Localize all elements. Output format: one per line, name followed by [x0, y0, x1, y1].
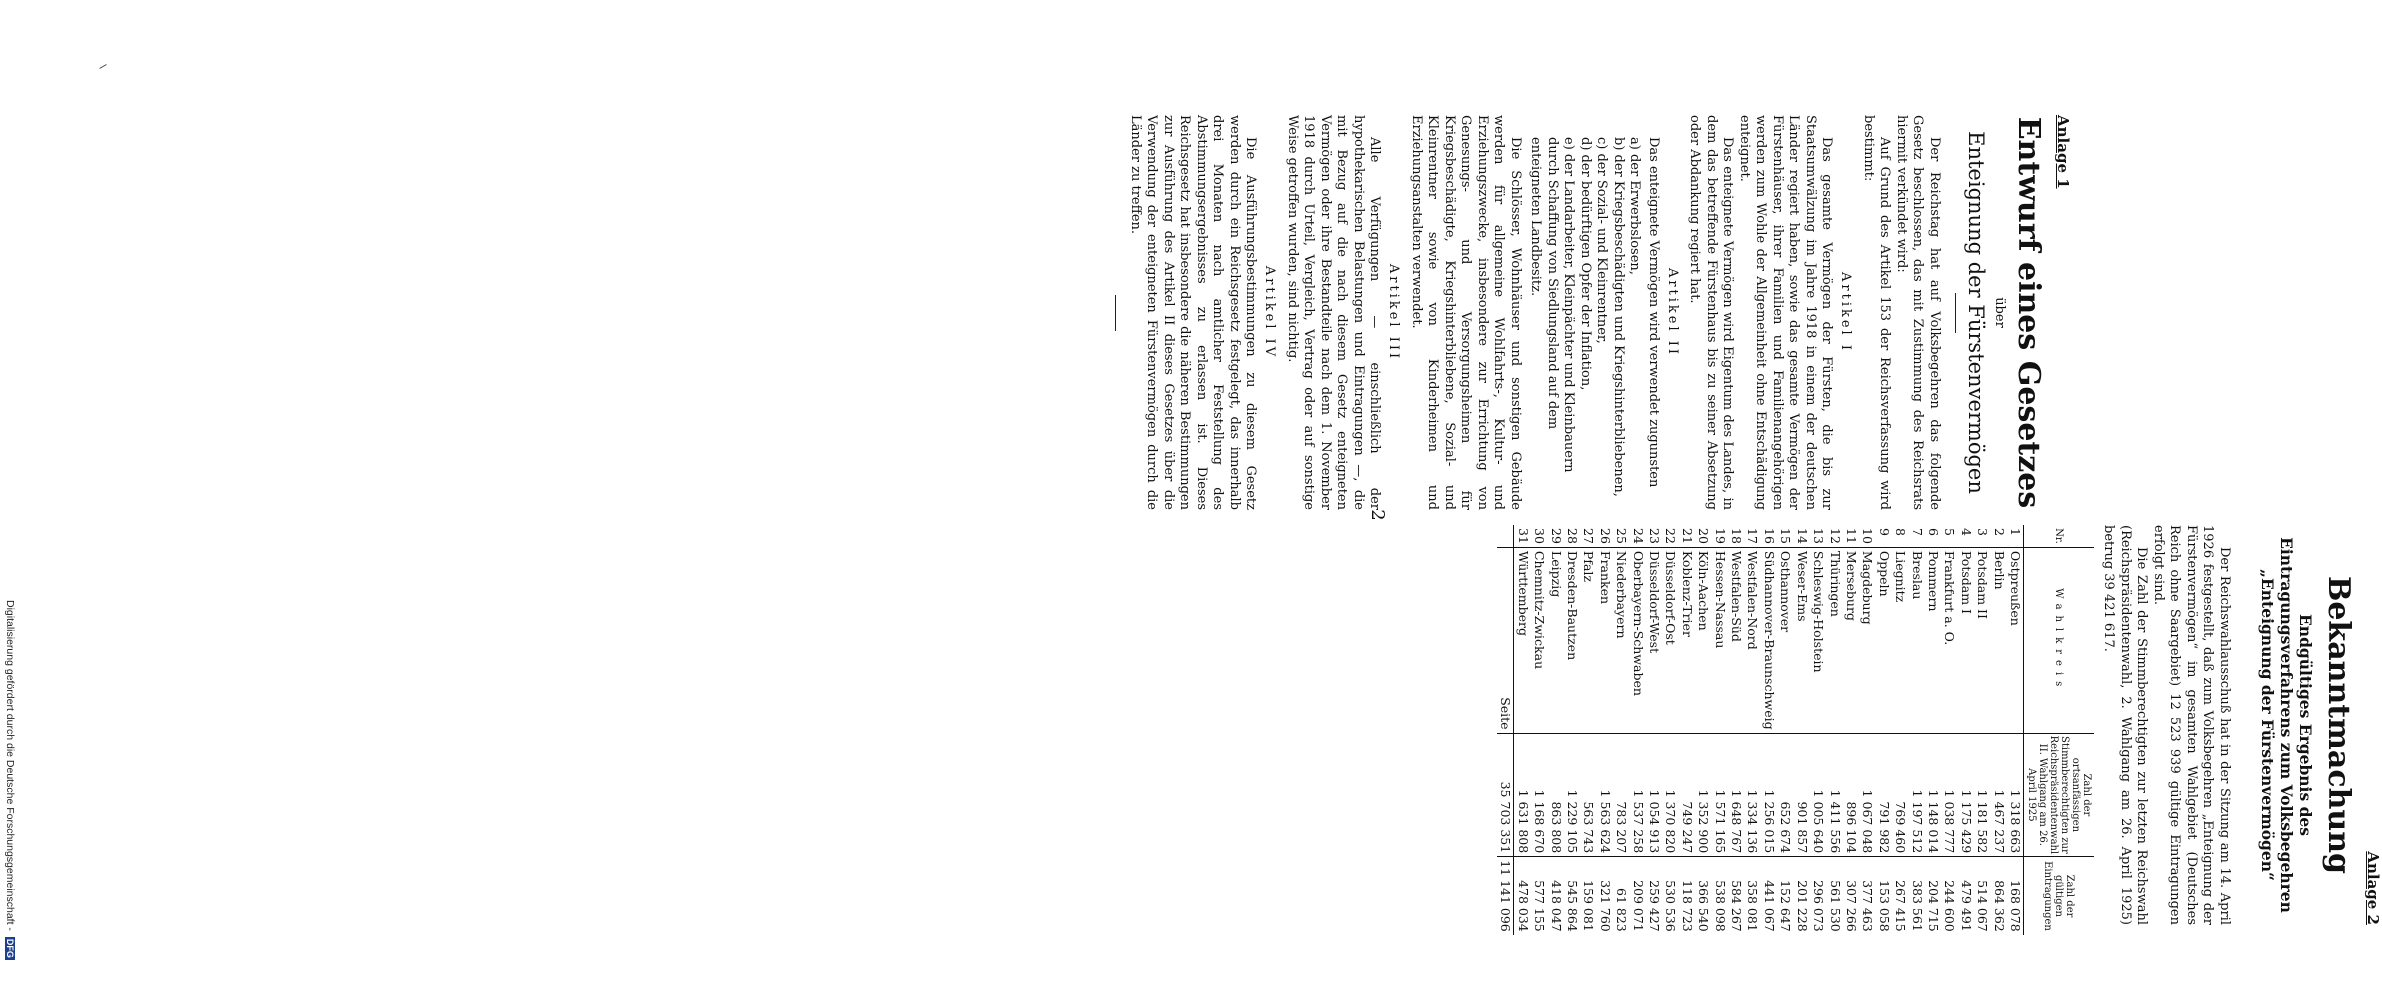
row-wahlkreis: Schleswig-Holstein [1810, 547, 1826, 733]
column-header-eintragungen: Zahl der gültigen Eintragungen [2024, 857, 2095, 935]
row-nr: 27 [1581, 528, 1597, 544]
art2-list [1527, 137, 1643, 510]
row-nr: 1 [2008, 528, 2023, 536]
row-eintragungen: 478 034 [1514, 857, 1531, 935]
row-nr: 23 [1647, 528, 1663, 544]
row-stimmberechtigte: 896 104 [1843, 733, 1859, 857]
row-stimmberechtigte: 1 648 767 [1728, 733, 1744, 857]
row-eintragungen: 377 463 [1859, 857, 1875, 935]
art3-heading: Artikel III [1386, 263, 1402, 362]
row-eintragungen: 584 267 [1728, 857, 1744, 935]
row-eintragungen: 201 228 [1793, 857, 1809, 935]
table-row [1514, 525, 1531, 935]
row-wahlkreis: Breslau [1908, 547, 1924, 733]
row-eintragungen: 118 723 [1678, 857, 1694, 935]
row-eintragungen: 267 415 [1892, 857, 1908, 935]
row-stimmberechtigte: 1 168 670 [1531, 733, 1547, 857]
table-row [1990, 525, 2006, 935]
row-stimmberechtigte: 863 808 [1547, 733, 1563, 857]
row-stimmberechtigte: 1 352 900 [1695, 733, 1711, 857]
table-row [1810, 525, 1826, 935]
anlage1-title: Entwurf eines Gesetzes [2011, 116, 2046, 509]
row-nr: 18 [1729, 528, 1745, 544]
column-header-nr: Nr. [2024, 525, 2095, 547]
table-row [1547, 525, 1563, 935]
anlage1-column [1128, 115, 2072, 510]
row-eintragungen: 530 536 [1662, 857, 1678, 935]
row-nr: 20 [1696, 528, 1712, 544]
row-nr: 15 [1778, 528, 1794, 544]
row-eintragungen: 545 864 [1564, 857, 1580, 935]
row-wahlkreis: Magdeburg [1859, 547, 1875, 733]
row-stimmberechtigte: 1 467 237 [1990, 733, 2006, 857]
table-row [1695, 525, 1711, 935]
row-wahlkreis: Westfalen-Süd [1728, 547, 1744, 733]
row-stimmberechtigte: 652 674 [1777, 733, 1793, 857]
table-row [1580, 525, 1596, 935]
row-stimmberechtigte: 1 411 556 [1826, 733, 1842, 857]
list-item: d) der bedürftigen Opfer der Inflation, [1578, 137, 1593, 391]
art1-paragraph1: Das gesamte Vermögen der Fürsten, die bis zur Staatsumwälzung im Jahre 1918 in einem der deutschen Länder regiert haben, sowie das gesamte Vermögen der Fürstenhäuser, ihrer Familien und Familienangehörigen werden zum Wohle der Allgemeinheit ohne Entschädigung enteignet. [1737, 115, 1835, 510]
sum-label: Seite [1497, 547, 1514, 733]
table-row [1711, 525, 1727, 935]
row-nr: 24 [1630, 528, 1646, 544]
table-row [1531, 525, 1547, 935]
row-nr: 16 [1761, 528, 1777, 544]
table-row [1859, 525, 1875, 935]
row-nr: 17 [1745, 528, 1761, 544]
anlage2-label: Anlage 2 [2364, 851, 2382, 925]
row-stimmberechtigte: 563 743 [1580, 733, 1596, 857]
row-eintragungen: 321 760 [1596, 857, 1612, 935]
row-nr: 2 [1991, 528, 2007, 536]
row-wahlkreis: Südhannover-Braunschweig [1761, 547, 1777, 733]
row-eintragungen: 479 491 [1957, 857, 1973, 935]
row-eintragungen: 61 823 [1613, 857, 1629, 935]
row-eintragungen: 561 530 [1826, 857, 1842, 935]
table-row [1564, 525, 1580, 935]
row-stimmberechtigte: 1 229 105 [1564, 733, 1580, 857]
end-divider [1116, 295, 1117, 331]
row-nr: 12 [1827, 528, 1843, 544]
anlage1-body [1108, 115, 1943, 510]
column-header-stimmberechtigte: Zahl der ortsanfässigen Stimmberechtigten zur Reichspräsidentenwahl II. Wahlgang am 26. April 1925 [2024, 733, 2095, 857]
row-nr: 30 [1532, 528, 1548, 544]
footer-text: Digitalisierung gefördert durch die Deutsche Forschungsgemeinschaft - [4, 600, 16, 931]
anlage1-uber: über [1992, 297, 2007, 328]
table-row [1678, 525, 1694, 935]
table-row [1957, 525, 1973, 935]
row-eintragungen: 244 600 [1941, 857, 1957, 935]
anlage2-title: Bekanntmachung [2321, 575, 2356, 874]
anlage2-body [1497, 525, 2232, 932]
row-eintragungen: 259 427 [1646, 857, 1662, 935]
row-stimmberechtigte: 1 631 808 [1514, 733, 1531, 857]
row-eintragungen: 159 081 [1580, 857, 1596, 935]
row-stimmberechtigte: 1 181 582 [1974, 733, 1990, 857]
row-eintragungen: 153 058 [1875, 857, 1891, 935]
row-wahlkreis: Ostpreußen [2007, 547, 2024, 733]
table-row [1728, 525, 1744, 935]
anlage1-subtitle: Enteignung der Fürstenvermögen [1964, 131, 1988, 494]
row-nr: 4 [1958, 528, 1974, 536]
table-row [1646, 525, 1662, 935]
table-row [1761, 525, 1777, 935]
anlage2-subtitle: Endgültiges Ergebnis des Eintragungsverfahrens zum Volksbegehren „Enteignung der Fürstenvermögen“ [2258, 537, 2315, 913]
row-eintragungen: 152 647 [1777, 857, 1793, 935]
row-stimmberechtigte: 1 175 429 [1957, 733, 1973, 857]
row-nr: 28 [1565, 528, 1581, 544]
row-stimmberechtigte: 901 857 [1793, 733, 1809, 857]
table-sum-row [1497, 525, 1514, 935]
row-wahlkreis: Düsseldorf-West [1646, 547, 1662, 733]
table-row [1826, 525, 1842, 935]
table-row [1777, 525, 1793, 935]
row-wahlkreis: Osthannover [1777, 547, 1793, 733]
dfg-logo-icon: DFG [5, 938, 15, 958]
row-eintragungen: 209 071 [1629, 857, 1645, 935]
art1-heading: Artikel I [1838, 272, 1854, 353]
row-nr: 3 [1975, 528, 1991, 536]
row-nr: 6 [1925, 528, 1941, 536]
row-eintragungen: 168 078 [2007, 857, 2024, 935]
anlage1-label: Anlage 1 [2054, 115, 2072, 189]
row-wahlkreis: Köln-Aachen [1695, 547, 1711, 733]
sum-eintragungen: 11 141 096 [1497, 857, 1514, 935]
row-stimmberechtigte: 783 207 [1613, 733, 1629, 857]
art1-paragraph2: Das enteignete Vermögen wird Eigentum des Landes, in dem das betreffende Fürstenhaus bis zu seiner Absetzung oder Abdankung regiert hat. [1687, 115, 1736, 510]
list-item: b) der Kriegsbeschädigten und Kriegshinterbliebenen, [1611, 137, 1626, 497]
row-stimmberechtigte: 1 370 820 [1662, 733, 1678, 857]
anlage2-paragraph1: Der Reichswahlausschuß hat in der Sitzung am 14. April 1926 festgestellt, daß zum Volksbegehren „Enteignung der Fürstenvermögen“ im gesamten Wahlgebiet (Deutsches Reich ohne Saargebiet) 12 523 939 gültige Eintragungen erfolgt sind. [2151, 525, 2232, 925]
row-wahlkreis: Pfalz [1580, 547, 1596, 733]
row-stimmberechtigte: 1 318 663 [2007, 733, 2024, 857]
anlage2-column [1292, 525, 2382, 932]
art2-paragraph2: Die Schlösser, Wohnhäuser und sonstigen Gebäude werden für allgemeine Wohlfahrts-, Kultur- und Erziehungszwecke, insbesondere zur Errichtung von Genesungs- und Versorgungsheimen für Kriegsbeschädigte, Kriegshinterbliebene, Sozial- und Kleinrentner sowie von Kinderheimen und Erziehungsanstalten verwendet. [1409, 115, 1523, 510]
table-row [1793, 525, 1809, 935]
table-row [2007, 525, 2024, 935]
row-wahlkreis: Merseburg [1843, 547, 1859, 733]
table-row [1662, 525, 1678, 935]
row-nr: 31 [1515, 528, 1531, 544]
table-row [1892, 525, 1908, 935]
row-stimmberechtigte: 1 571 165 [1711, 733, 1727, 857]
results-table-body [1497, 525, 2024, 935]
table-row [1925, 525, 1941, 935]
row-nr: 22 [1663, 528, 1679, 544]
row-wahlkreis: Württemberg [1514, 547, 1531, 733]
row-wahlkreis: Westfalen-Nord [1744, 547, 1760, 733]
row-nr: 25 [1614, 528, 1630, 544]
row-eintragungen: 358 081 [1744, 857, 1760, 935]
row-wahlkreis: Berlin [1990, 547, 2006, 733]
row-nr: 14 [1794, 528, 1810, 544]
divider [1955, 293, 1956, 333]
row-stimmberechtigte: 1 563 624 [1596, 733, 1612, 857]
row-eintragungen: 418 047 [1547, 857, 1563, 935]
row-eintragungen: 441 067 [1761, 857, 1777, 935]
row-nr: 13 [1811, 528, 1827, 544]
table-row [1875, 525, 1891, 935]
anlage2-paragraph2: Die Zahl der Stimmberechtigten zur letzten Reichswahl (Reichspräsidentenwahl, 2. Wahlgang am 26. April 1925) betrug 39 421 617. [2101, 525, 2150, 925]
table-row [1629, 525, 1645, 935]
art4-paragraph: Die Ausführungsbestimmungen zu diesem Gesetz werden durch ein Reichsgesetz festgelegt, das innerhalb drei Monaten nach amtlicher Feststellung des Abstimmungsergebnisses zu erlassen ist. Dieses Reichsgesetz hat insbesondere die näheren Bestimmungen zur Ausführung des Artikel II dieses Gesetzes über die Verwendung der enteigneten Fürstenvermögen durch die Länder zu treffen. [1128, 115, 1259, 510]
anlage1-intro2: Auf Grund des Artikel 153 der Reichsverfassung wird bestimmt: [1861, 115, 1893, 510]
row-eintragungen: 577 155 [1531, 857, 1547, 935]
row-nr: 29 [1548, 528, 1564, 544]
row-stimmberechtigte: 1 005 640 [1810, 733, 1826, 857]
page-number: 2 [1367, 509, 1388, 521]
row-wahlkreis: Frankfurt a. O. [1941, 547, 1957, 733]
row-eintragungen: 307 266 [1843, 857, 1859, 935]
row-eintragungen: 514 067 [1974, 857, 1990, 935]
row-wahlkreis: Thüringen [1826, 547, 1842, 733]
table-row [1744, 525, 1760, 935]
row-stimmberechtigte: 1 148 014 [1925, 733, 1941, 857]
row-wahlkreis: Leipzig [1547, 547, 1563, 733]
row-eintragungen: 366 540 [1695, 857, 1711, 935]
row-wahlkreis: Liegnitz [1892, 547, 1908, 733]
row-wahlkreis: Düsseldorf-Ost [1662, 547, 1678, 733]
row-nr: 7 [1909, 528, 1925, 536]
row-nr: 21 [1679, 528, 1695, 544]
row-wahlkreis: Potsdam I [1957, 547, 1973, 733]
table-row [1974, 525, 1990, 935]
list-item: e) der Landarbeiter, Kleinpächter und Kleinbauern durch Schaffung von Siedlungsland auf dem enteigneten Landbesitz. [1528, 137, 1577, 473]
row-nr: 26 [1597, 528, 1613, 544]
row-stimmberechtigte: 1 054 913 [1646, 733, 1662, 857]
row-eintragungen: 864 362 [1990, 857, 2006, 935]
table-row [1613, 525, 1629, 935]
art3-paragraph: Alle Verfügungen — einschließlich der hypothekarischen Belastungen und Eintragungen —, die mit Bezug auf die nach diesem Gesetz enteigneten Vermögen oder ihre Bestandteile nach dem 1. November 1918 durch Urteil, Vergleich, Vertrag oder auf sonstige Weise getroffen wurden, sind nichtig. [1285, 115, 1383, 510]
art4-heading: Artikel IV [1262, 265, 1278, 360]
row-wahlkreis: Oberbayern-Schwaben [1629, 547, 1645, 733]
sum-spacer [1497, 525, 1514, 547]
column-header-wahlkreis: Wahlkreis [2024, 547, 2095, 733]
row-nr: 19 [1712, 528, 1728, 544]
row-nr: 8 [1893, 528, 1909, 536]
row-stimmberechtigte: 1 067 048 [1859, 733, 1875, 857]
row-nr: 11 [1843, 528, 1859, 544]
table-row [1941, 525, 1957, 935]
table-row [1596, 525, 1612, 935]
digitization-footer [2, 600, 16, 995]
table-row [1908, 525, 1924, 935]
sum-stimmberechtigte: 35 703 351 [1497, 733, 1514, 857]
art2-heading: Artikel II [1665, 267, 1680, 358]
row-wahlkreis: Weser-Ems [1793, 547, 1809, 733]
row-stimmberechtigte: 791 982 [1875, 733, 1891, 857]
list-item: a) der Erwerbslosen, [1627, 137, 1643, 275]
row-nr: 10 [1860, 528, 1876, 544]
row-eintragungen: 296 073 [1810, 857, 1826, 935]
row-stimmberechtigte: 1 256 015 [1761, 733, 1777, 857]
anlage1-intro1: Der Reichstag hat auf Volksbegehren das folgende Gesetz beschlossen, das mit Zustimmung des Reichsrats hiermit verkündet wird: [1894, 115, 1942, 510]
list-item: c) der Sozial- und Kleinrentner, [1594, 137, 1610, 344]
row-wahlkreis: Hessen-Nassau [1711, 547, 1727, 733]
row-eintragungen: 383 561 [1908, 857, 1924, 935]
row-stimmberechtigte: 1 537 258 [1629, 733, 1645, 857]
row-wahlkreis: Pommern [1925, 547, 1941, 733]
stray-mark [99, 64, 106, 69]
row-stimmberechtigte: 749 247 [1678, 733, 1694, 857]
row-wahlkreis: Oppeln [1875, 547, 1891, 733]
row-stimmberechtigte: 1 038 777 [1941, 733, 1957, 857]
table-row [1843, 525, 1859, 935]
row-wahlkreis: Franken [1596, 547, 1612, 733]
row-eintragungen: 538 098 [1711, 857, 1727, 935]
row-wahlkreis: Koblenz-Trier [1678, 547, 1694, 733]
row-eintragungen: 204 715 [1925, 857, 1941, 935]
row-wahlkreis: Potsdam II [1974, 547, 1990, 733]
row-stimmberechtigte: 1 334 136 [1744, 733, 1760, 857]
row-nr: 5 [1942, 528, 1958, 536]
row-wahlkreis: Niederbayern [1613, 547, 1629, 733]
row-stimmberechtigte: 1 197 512 [1908, 733, 1924, 857]
row-wahlkreis: Chemnitz-Zwickau [1531, 547, 1547, 733]
row-wahlkreis: Dresden-Bautzen [1564, 547, 1580, 733]
art2-intro: Das enteignete Vermögen wird verwendet zugunsten [1646, 137, 1661, 488]
row-stimmberechtigte: 769 460 [1892, 733, 1908, 857]
results-table [1497, 525, 2094, 935]
row-nr: 9 [1876, 528, 1892, 536]
